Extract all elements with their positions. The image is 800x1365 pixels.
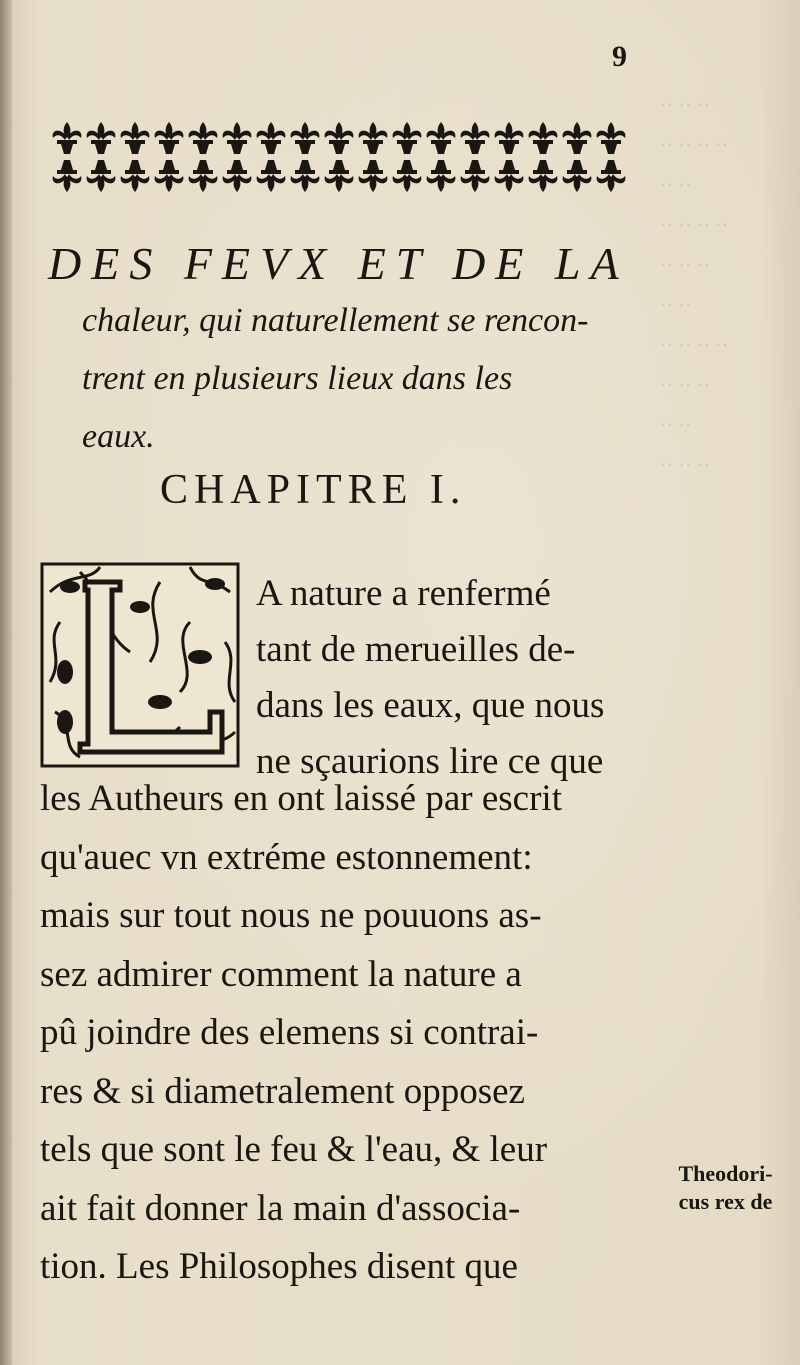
marginal-note: [658, 1160, 793, 1216]
section-title: DES FEVX ET DE LA: [48, 238, 629, 289]
subtitle-line: eaux.: [82, 418, 155, 455]
text-line: ait fait donner la main d'associa-: [40, 1187, 521, 1229]
text-line: mais sur tout nous ne pouuons as-: [40, 895, 542, 936]
page-number: 9: [612, 40, 627, 73]
text-line: ne sçaurions lire ce que: [256, 741, 604, 782]
text-line: sez admirer comment la nature a: [40, 953, 522, 995]
subtitle-line: trent en plusieurs lieux dans les: [82, 360, 513, 397]
text-line: pû joindre des elemens si contrai-: [40, 1012, 539, 1053]
text-line: qu'auec vn extréme estonnement:: [40, 836, 533, 878]
text-line: les Autheurs en ont laissé par escrit: [40, 778, 562, 819]
text-line: tels que sont le feu & l'eau, & leur: [40, 1129, 548, 1170]
text-line: tion. Les Philosophes disent que: [40, 1246, 518, 1287]
fleuron-border-icon: [50, 112, 640, 204]
text-line: A nature a renfermé: [256, 573, 551, 614]
marginal-note-line: cus rex de: [678, 1189, 773, 1214]
floral-initial-icon: [40, 562, 240, 768]
body-paragraph: [40, 770, 655, 1297]
dropcap-paragraph-lines: [256, 566, 651, 790]
text-line: res & si diametralement opposez: [40, 1070, 525, 1112]
bleed-through-text: ‥ ‥ ‥ ‥ ‥ ‥ ‥ ‥ ‥ ‥ ‥ ‥ ‥ ‥ ‥ ‥ ‥ ‥ ‥ ‥ ‥ ‥ ‥ ‥ ‥ ‥ ‥ ‥ ‥ ‥: [660, 89, 729, 471]
page-gutter: [0, 0, 12, 1365]
section-subtitle: [82, 292, 652, 466]
text-line: dans les eaux, que nous: [256, 685, 605, 726]
text-line: tant de merueilles de-: [256, 629, 576, 670]
chapter-heading: CHAPITRE I.: [160, 467, 467, 513]
marginal-note-line: Theodori-: [678, 1161, 773, 1186]
subtitle-line: chaleur, qui naturellement se rencon-: [82, 302, 589, 339]
